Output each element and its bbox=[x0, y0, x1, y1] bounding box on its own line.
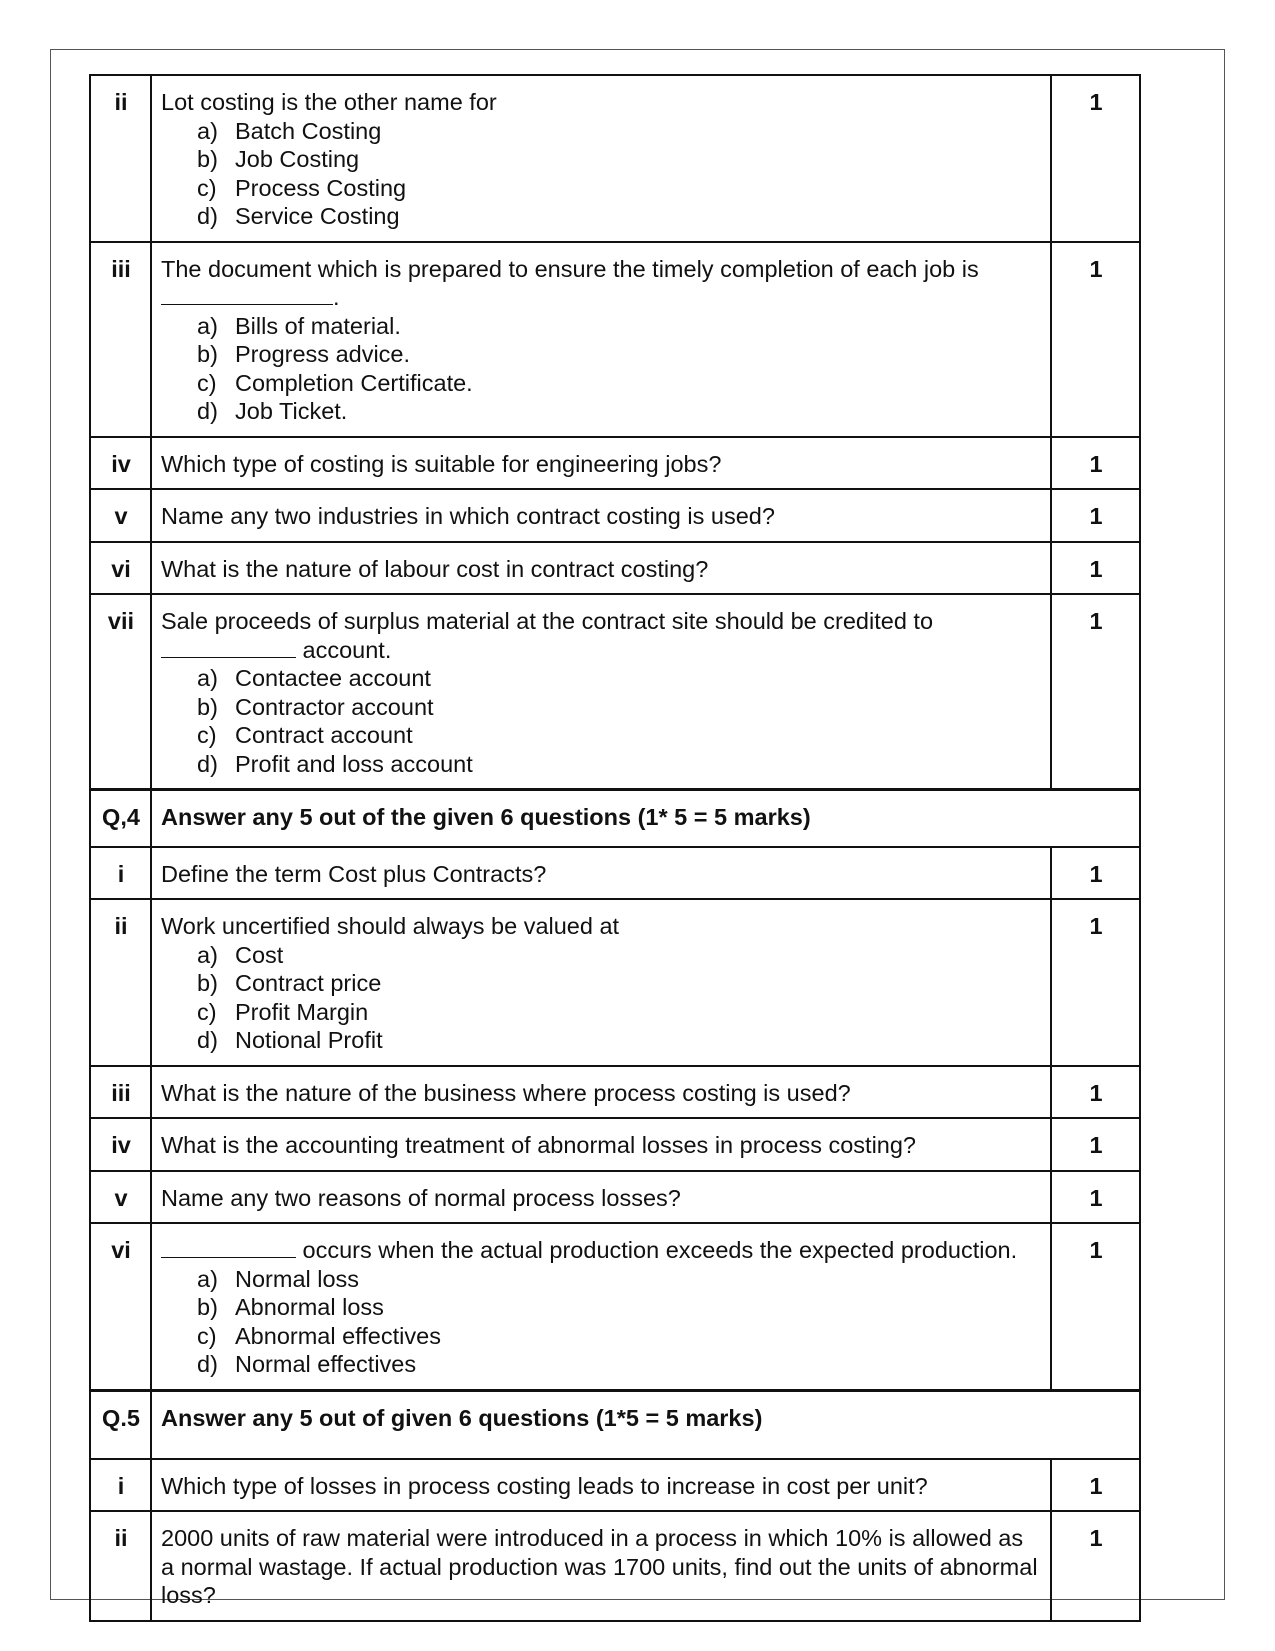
option bbox=[197, 750, 1042, 779]
question-row bbox=[90, 1223, 1140, 1390]
option-letter: d) bbox=[197, 1351, 218, 1377]
question-number: vi bbox=[90, 1223, 151, 1390]
option-letter: d) bbox=[197, 398, 218, 424]
fill-in-blank bbox=[161, 637, 296, 658]
section-heading: Answer any 5 out of given 6 questions (1*5 = 5 marks) bbox=[151, 1390, 1140, 1459]
option bbox=[197, 1350, 1042, 1379]
question-number: iii bbox=[90, 1066, 151, 1119]
option-text: Normal loss bbox=[235, 1265, 360, 1292]
question-cell bbox=[151, 899, 1051, 1066]
question-text: Which type of costing is suitable for engineering jobs? bbox=[151, 437, 1051, 490]
option-letter: c) bbox=[197, 722, 217, 748]
section-heading: Answer any 5 out of the given 6 questions (1* 5 = 5 marks) bbox=[151, 790, 1140, 847]
fill-in-blank bbox=[161, 284, 333, 305]
question-row bbox=[90, 242, 1140, 437]
question-number: v bbox=[90, 489, 151, 542]
option bbox=[197, 397, 1042, 426]
option-letter: d) bbox=[197, 203, 218, 229]
option-text: Job Ticket. bbox=[235, 398, 348, 424]
option-text: Contract account bbox=[235, 722, 413, 748]
option-letter: d) bbox=[197, 1027, 218, 1053]
marks-cell: 1 bbox=[1051, 847, 1140, 900]
question-number: ii bbox=[90, 899, 151, 1066]
option bbox=[197, 1293, 1042, 1322]
option-text: Contractor account bbox=[235, 693, 434, 720]
option-text: Abnormal loss bbox=[235, 1294, 384, 1320]
option-text: Profit and loss account bbox=[235, 750, 473, 777]
option bbox=[197, 693, 1042, 722]
question-text: What is the nature of labour cost in contract costing? bbox=[151, 542, 1051, 595]
question-text: Work uncertified should always be valued at bbox=[161, 913, 620, 939]
options-list bbox=[161, 312, 1042, 426]
option-letter: b) bbox=[197, 970, 218, 996]
marks-cell: 1 bbox=[1051, 542, 1140, 595]
question-number: i bbox=[90, 847, 151, 900]
option-text: Service Costing bbox=[235, 203, 400, 229]
marks-cell: 1 bbox=[1051, 1066, 1140, 1119]
question-text-suffix: account. bbox=[296, 636, 392, 663]
option-letter: b) bbox=[197, 341, 218, 367]
question-text: Define the term Cost plus Contracts? bbox=[151, 847, 1051, 900]
question-cell bbox=[151, 1223, 1051, 1390]
question-row bbox=[90, 75, 1140, 242]
option bbox=[197, 721, 1042, 750]
option bbox=[197, 969, 1042, 998]
question-text: Name any two industries in which contract costing is used? bbox=[151, 489, 1051, 542]
question-text: 2000 units of raw material were introduced in a process in which 10% is allowed as a normal wastage. If actual production was 1700 units, find out the units of abnormal loss? bbox=[151, 1511, 1051, 1621]
marks-cell: 1 bbox=[1051, 242, 1140, 437]
question-text: Which type of losses in process costing leads to increase in cost per unit? bbox=[151, 1459, 1051, 1512]
option-text: Bills of material. bbox=[235, 312, 401, 339]
fill-in-blank bbox=[161, 1237, 296, 1258]
option-text: Job Costing bbox=[235, 146, 360, 172]
option-text: Notional Profit bbox=[235, 1027, 383, 1053]
option-text: Profit Margin bbox=[235, 998, 369, 1025]
question-number: ii bbox=[90, 75, 151, 242]
option-text: Cost bbox=[235, 941, 284, 968]
question-text-main: The document which is prepared to ensure the timely completion of each job is bbox=[161, 255, 979, 282]
options-list bbox=[161, 117, 1042, 231]
question-number: iv bbox=[90, 437, 151, 490]
option-letter: a) bbox=[197, 312, 218, 339]
section-header-q4 bbox=[90, 790, 1140, 847]
option bbox=[197, 145, 1042, 174]
question-text bbox=[161, 1236, 1042, 1265]
question-number: v bbox=[90, 1171, 151, 1224]
question-text bbox=[161, 255, 1042, 312]
section-number: Q,4 bbox=[90, 790, 151, 847]
question-number: i bbox=[90, 1459, 151, 1512]
question-number: vi bbox=[90, 542, 151, 595]
option-letter: a) bbox=[197, 665, 218, 691]
marks-cell: 1 bbox=[1051, 1118, 1140, 1171]
option-letter: a) bbox=[197, 1265, 218, 1292]
option-text: Completion Certificate. bbox=[235, 369, 473, 396]
question-number: vii bbox=[90, 594, 151, 790]
question-number: iii bbox=[90, 242, 151, 437]
section-header-q5 bbox=[90, 1390, 1140, 1459]
option bbox=[197, 1265, 1042, 1294]
marks-cell: 1 bbox=[1051, 899, 1140, 1066]
option-letter: a) bbox=[197, 941, 218, 968]
option-letter: b) bbox=[197, 693, 218, 720]
section-number: Q.5 bbox=[90, 1390, 151, 1459]
option-text: Contactee account bbox=[235, 665, 431, 691]
option bbox=[197, 664, 1042, 693]
question-row bbox=[90, 1459, 1140, 1512]
option-text: Batch Costing bbox=[235, 117, 382, 144]
question-row bbox=[90, 1511, 1140, 1621]
question-number: ii bbox=[90, 1511, 151, 1621]
question-row bbox=[90, 542, 1140, 595]
question-cell bbox=[151, 75, 1051, 242]
option bbox=[197, 117, 1042, 146]
option-letter: c) bbox=[197, 1322, 217, 1349]
question-text: Lot costing is the other name for bbox=[161, 89, 497, 115]
question-cell bbox=[151, 594, 1051, 790]
option-text: Normal effectives bbox=[235, 1351, 417, 1377]
option-letter: c) bbox=[197, 998, 217, 1025]
option bbox=[197, 202, 1042, 231]
question-table bbox=[89, 74, 1141, 1622]
option-letter: d) bbox=[197, 750, 218, 777]
question-text-suffix: . bbox=[333, 284, 340, 310]
marks-cell: 1 bbox=[1051, 489, 1140, 542]
option-letter: c) bbox=[197, 369, 217, 396]
question-row bbox=[90, 847, 1140, 900]
question-number: iv bbox=[90, 1118, 151, 1171]
question-text: What is the nature of the business where process costing is used? bbox=[151, 1066, 1051, 1119]
question-row bbox=[90, 489, 1140, 542]
option bbox=[197, 369, 1042, 398]
marks-cell: 1 bbox=[1051, 1223, 1140, 1390]
question-row bbox=[90, 594, 1140, 790]
question-row bbox=[90, 1066, 1140, 1119]
marks-cell: 1 bbox=[1051, 437, 1140, 490]
question-row bbox=[90, 1171, 1140, 1224]
question-text-main: occurs when the actual production exceeds the expected production. bbox=[296, 1237, 1018, 1263]
question-row bbox=[90, 899, 1140, 1066]
option-letter: b) bbox=[197, 1294, 218, 1320]
question-text: Name any two reasons of normal process losses? bbox=[151, 1171, 1051, 1224]
option-text: Process Costing bbox=[235, 174, 407, 201]
option bbox=[197, 340, 1042, 369]
question-row bbox=[90, 437, 1140, 490]
options-list bbox=[161, 664, 1042, 778]
question-text bbox=[161, 607, 1042, 664]
marks-cell: 1 bbox=[1051, 75, 1140, 242]
option bbox=[197, 998, 1042, 1027]
question-cell bbox=[151, 242, 1051, 437]
option bbox=[197, 1026, 1042, 1055]
marks-cell: 1 bbox=[1051, 1459, 1140, 1512]
options-list bbox=[161, 1265, 1042, 1379]
question-text-main: Sale proceeds of surplus material at the contract site should be credited to bbox=[161, 608, 934, 634]
marks-cell: 1 bbox=[1051, 1511, 1140, 1621]
options-list bbox=[161, 941, 1042, 1055]
marks-cell: 1 bbox=[1051, 594, 1140, 790]
question-row bbox=[90, 1118, 1140, 1171]
option-text: Contract price bbox=[235, 970, 382, 996]
option-letter: a) bbox=[197, 117, 218, 144]
option-text: Progress advice. bbox=[235, 341, 411, 367]
option-letter: b) bbox=[197, 146, 218, 172]
question-text: What is the accounting treatment of abnormal losses in process costing? bbox=[151, 1118, 1051, 1171]
option bbox=[197, 1322, 1042, 1351]
option bbox=[197, 312, 1042, 341]
option bbox=[197, 941, 1042, 970]
option bbox=[197, 174, 1042, 203]
marks-cell: 1 bbox=[1051, 1171, 1140, 1224]
option-text: Abnormal effectives bbox=[235, 1322, 441, 1349]
option-letter: c) bbox=[197, 174, 217, 201]
